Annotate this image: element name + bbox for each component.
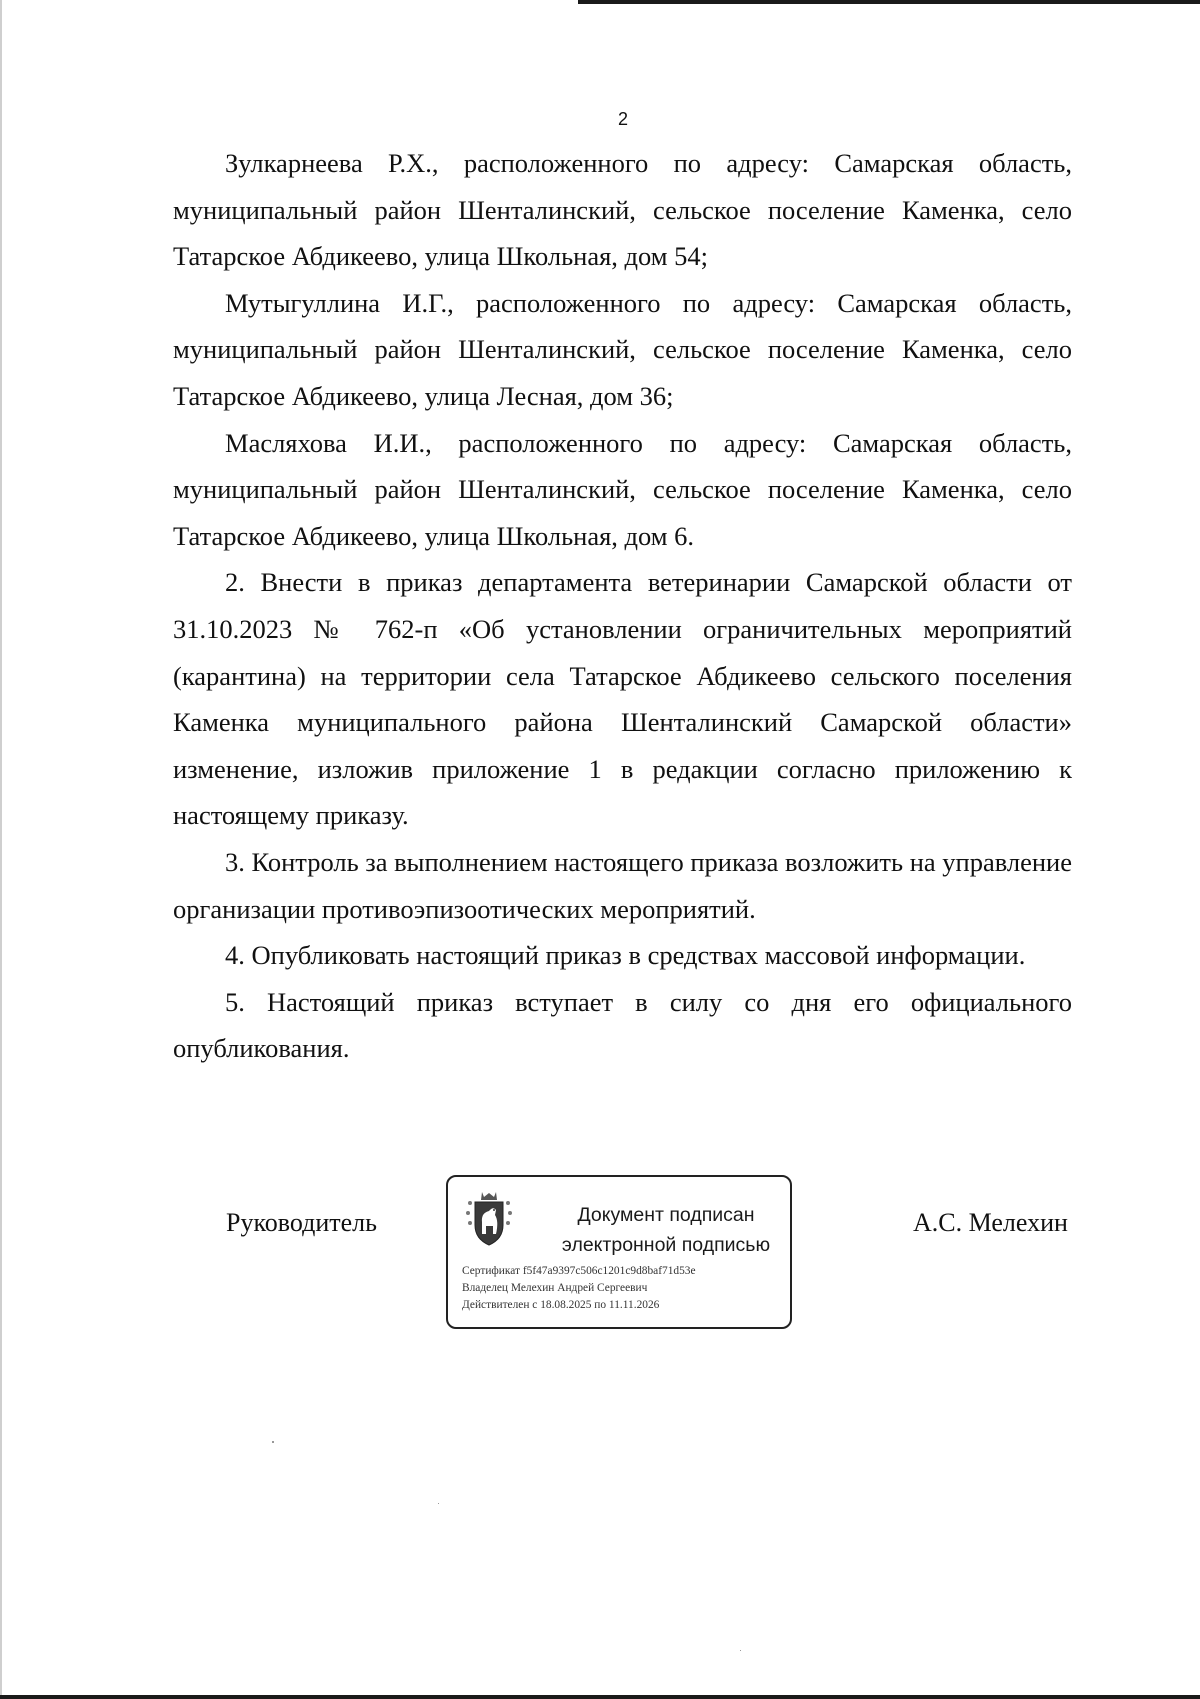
certificate-validity: Действителен с 18.08.2025 по 11.11.2026 <box>462 1299 660 1311</box>
certificate-owner: Владелец Мелехин Андрей Сергеевич <box>462 1282 648 1294</box>
paragraph-zulkarneev-address: Зулкарнеева Р.Х., расположенного по адресу: Самарская область, муниципальный район Шенталинский, сельское поселение Каменка, село Татарское Абдикеево, улица Школьная, дом 54; <box>173 148 1072 272</box>
scan-edge-top <box>578 0 1200 4</box>
signature-block <box>0 1175 1200 1335</box>
electronic-signature-stamp <box>446 1175 792 1329</box>
document-body <box>173 140 1072 1072</box>
paragraph-item-4-publication: 4. Опубликовать настоящий приказ в средствах массовой информации. <box>225 940 1026 971</box>
signature-caption-line1: Документ подписан <box>577 1204 755 1226</box>
paragraph-item-3-control: 3. Контроль за выполнением настоящего приказа возложить на управление организации противоэпизоотических мероприятий. <box>173 846 1072 924</box>
paragraph-maslyakhov-address: Масляхова И.И., расположенного по адресу: Самарская область, муниципальный район Шенталинский, сельское поселение Каменка, село Татарское Абдикеево, улица Школьная, дом 6. <box>173 427 1072 551</box>
paragraph-item-5-effective-date: 5. Настоящий приказ вступает в силу со дня его официального опубликования. <box>173 986 1072 1064</box>
paragraph-mutygullin-address: Мутыгуллина И.Г., расположенного по адресу: Самарская область, муниципальный район Шенталинский, сельское поселение Каменка, село Татарское Абдикеево, улица Лесная, дом 36; <box>173 287 1072 411</box>
signer-name: А.С. Мелехин <box>913 1208 1068 1237</box>
signature-caption <box>546 1200 786 1260</box>
samara-coat-of-arms-icon <box>464 1189 514 1249</box>
scan-speck <box>272 1441 274 1443</box>
signature-caption-line2: электронной подписью <box>561 1234 771 1256</box>
page-number: 2 <box>617 109 628 129</box>
scan-edge-left <box>0 0 2 1699</box>
scan-edge-bottom <box>0 1695 1200 1699</box>
certificate-details <box>462 1263 786 1314</box>
signer-position: Руководитель <box>226 1208 377 1237</box>
paragraph-item-2-amendment: 2. Внести в приказ департамента ветеринарии Самарской области от 31.10.2023 № 762-п «Об установлении ограничительных мероприятий (карантина) на территории села Татарское Абдикеево сельского поселения Каменка муниципального района Шенталинский Самарской области» изменение, изложив приложение 1 в редакции согласно приложению к настоящему приказу. <box>173 567 1072 831</box>
scan-speck <box>740 1650 741 1651</box>
scan-speck <box>438 1503 439 1504</box>
certificate-number: Сертификат f5f47a9397c506c1201c9d8baf71d53e <box>462 1265 696 1277</box>
